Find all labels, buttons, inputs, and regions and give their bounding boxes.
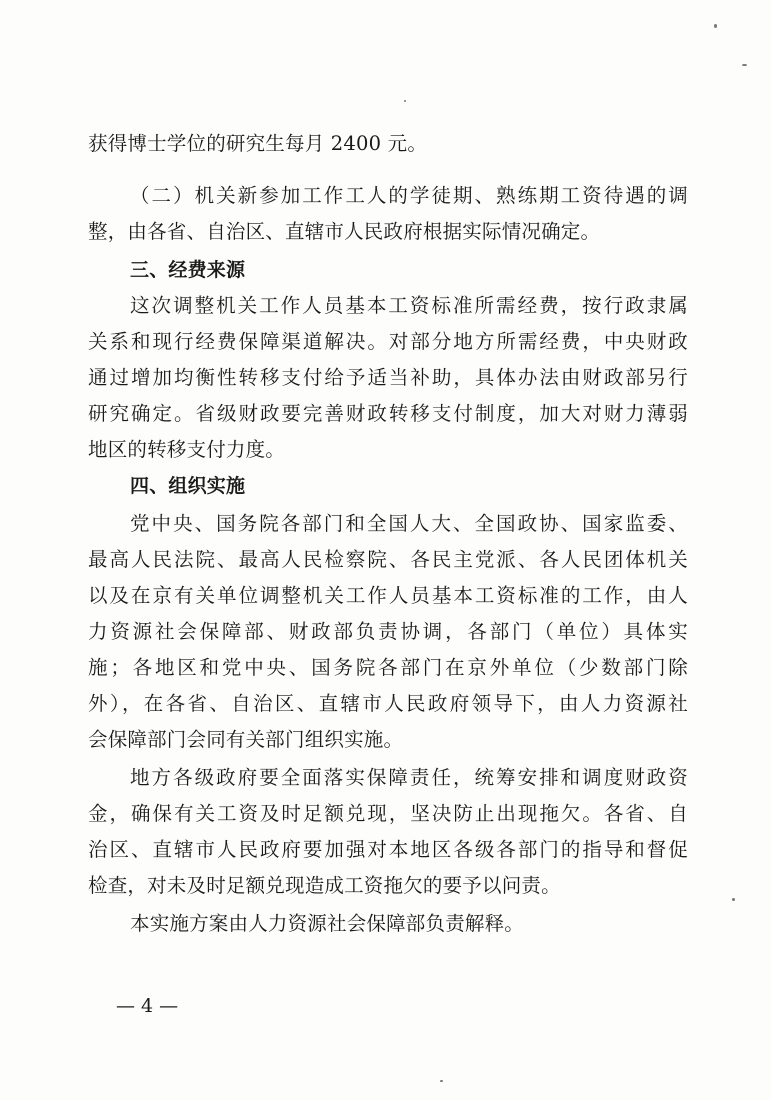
text-line: 力资源社会保障部、财政部负责协调，各部门（单位）具体实 (88, 620, 688, 643)
text-line: 研究确定。省级财政要完善财政转移支付制度，加大对财力薄弱 (88, 402, 688, 425)
scan-speck (714, 24, 717, 28)
text-line: 党中央、国务院各部门和全国人大、全国政协、国家监委、 (130, 512, 688, 535)
text-line: 以及在京有关单位调整机关工作人员基本工资标准的工作，由人 (88, 584, 688, 607)
page-number: — 4 — (116, 995, 179, 1017)
text-line: （二）机关新参加工作工人的学徒期、熟练期工资待遇的调 (130, 184, 688, 207)
text-line: 本实施方案由人力资源社会保障部负责解释。 (130, 912, 525, 935)
scan-speck (440, 1080, 443, 1082)
text-line: 施；各地区和党中央、国务院各部门在京外单位（少数部门除 (88, 656, 688, 679)
text-line: 最高人民法院、最高人民检察院、各民主党派、各人民团体机关 (88, 548, 688, 571)
text-line: 通过增加均衡性转移支付给予适当补助，具体办法由财政部另行 (88, 366, 688, 389)
section-heading: 四、组织实施 (130, 475, 246, 497)
text-line: 关系和现行经费保障渠道解决。对部分地方所需经费，中央财政 (88, 330, 688, 353)
text-line: 地区的转移支付力度。 (88, 438, 286, 461)
text-line: 金，确保有关工资及时足额兑现，坚决防止出现拖欠。各省、自 (88, 802, 688, 825)
scan-speck (732, 898, 735, 901)
text-line: 治区、直辖市人民政府要加强对本地区各级各部门的指导和督促 (88, 838, 688, 861)
text-line: 整，由各省、自治区、直辖市人民政府根据实际情况确定。 (88, 220, 601, 243)
scan-speck (742, 64, 747, 66)
text-line: 获得博士学位的研究生每月 2400 元。 (88, 132, 428, 155)
text-line: 会保障部门会同有关部门组织实施。 (88, 728, 404, 751)
text-line: 地方各级政府要全面落实保障责任，统筹安排和调度财政资 (130, 766, 688, 789)
text-line: 外），在各省、自治区、直辖市人民政府领导下，由人力资源社 (88, 692, 688, 715)
text-line: 这次调整机关工作人员基本工资标准所需经费，按行政隶属 (130, 294, 688, 317)
scan-speck (404, 100, 406, 102)
text-line: 检查，对未及时足额兑现造成工资拖欠的要予以问责。 (88, 874, 561, 897)
section-heading: 三、经费来源 (130, 259, 246, 281)
